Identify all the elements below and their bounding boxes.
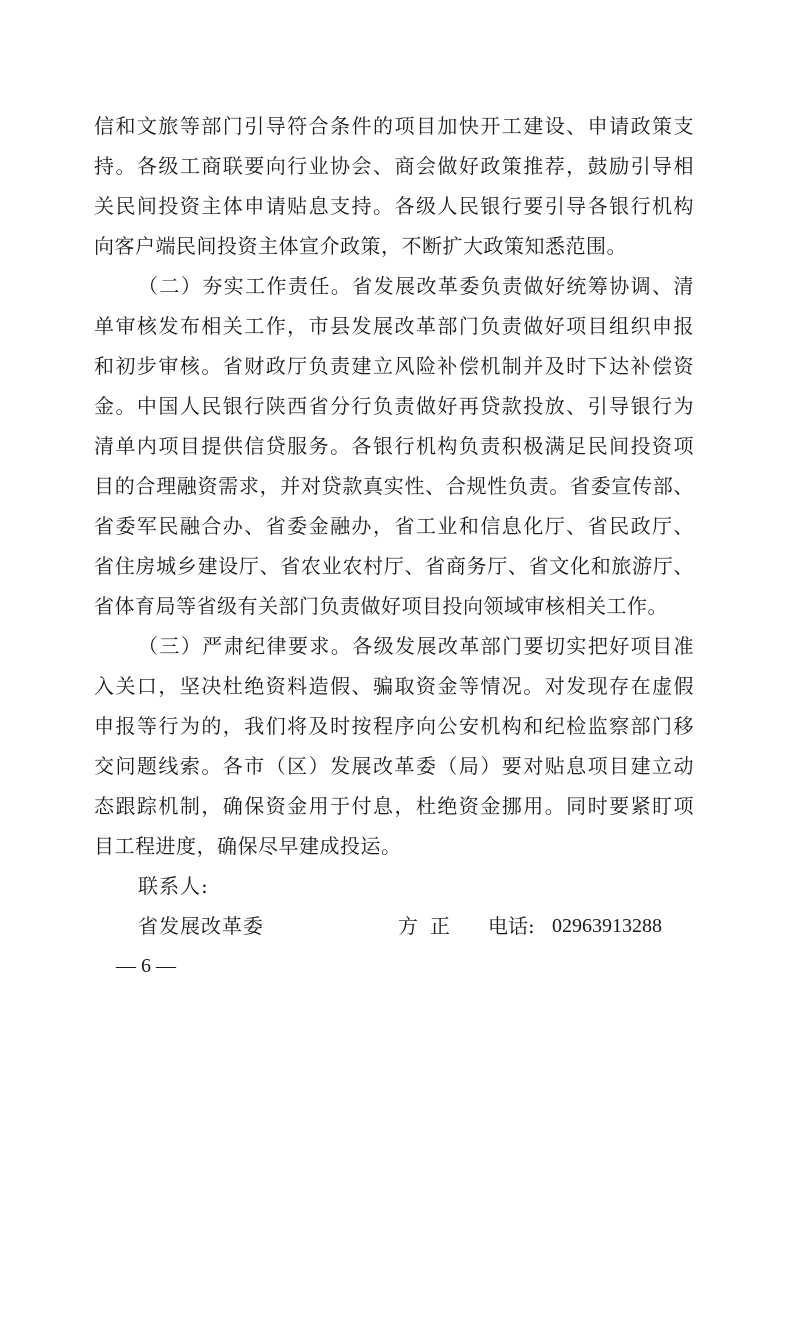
contact-organization: 省发展改革委: [138, 914, 264, 938]
body-line: 信和文旅等部门引导符合条件的项目加快开工建设、申请政策支: [94, 114, 694, 138]
body-line: 单审核发布相关工作，市县发展改革部门负责做好项目组织申报: [94, 314, 694, 338]
contact-phone: 02963913288: [552, 915, 662, 937]
contact-name: 方正: [398, 914, 462, 938]
body-line: 省体育局等省级有关部门负责做好项目投向领域审核相关工作。: [94, 594, 668, 618]
body-line: 和初步审核。省财政厅负责建立风险补偿机制并及时下达补偿资: [94, 354, 694, 378]
body-line: 清单内项目提供信贷服务。各银行机构负责积极满足民间投资项: [94, 434, 694, 458]
section-heading-line: （三）严肃纪律要求。各级发展改革部门要切实把好项目准: [138, 634, 694, 658]
body-line: 交问题线索。各市（区）发展改革委（局）要对贴息项目建立动: [94, 754, 694, 778]
body-line: 目的合理融资需求，并对贷款真实性、合规性负责。省委宣传部、: [94, 474, 694, 498]
body-line: 关民间投资主体申请贴息支持。各级人民银行要引导各银行机构: [94, 194, 694, 218]
body-line: 态跟踪机制，确保资金用于付息，杜绝资金挪用。同时要紧盯项: [94, 794, 694, 818]
page-number: — 6 —: [116, 955, 176, 977]
body-line: 省委军民融合办、省委金融办，省工业和信息化厅、省民政厅、: [94, 514, 694, 538]
body-line: 入关口，坚决杜绝资料造假、骗取资金等情况。对发现存在虚假: [94, 674, 694, 698]
section-heading-line: （二）夯实工作责任。省发展改革委负责做好统筹协调、清: [138, 274, 694, 298]
contact-label: 联系人:: [138, 874, 209, 898]
body-line: 金。中国人民银行陕西省分行负责做好再贷款投放、引导银行为: [94, 394, 694, 418]
body-line: 向客户端民间投资主体宣介政策，不断扩大政策知悉范围。: [94, 234, 627, 258]
body-line: 申报等行为的，我们将及时按程序向公安机构和纪检监察部门移: [94, 714, 694, 738]
body-line: 省住房城乡建设厅、省农业农村厅、省商务厅、省文化和旅游厅、: [94, 554, 694, 578]
contact-phone-label: 电话:: [488, 914, 535, 938]
body-line: 持。各级工商联要向行业协会、商会做好政策推荐，鼓励引导相: [94, 154, 694, 178]
body-line: 目工程进度，确保尽早建成投运。: [94, 834, 402, 858]
